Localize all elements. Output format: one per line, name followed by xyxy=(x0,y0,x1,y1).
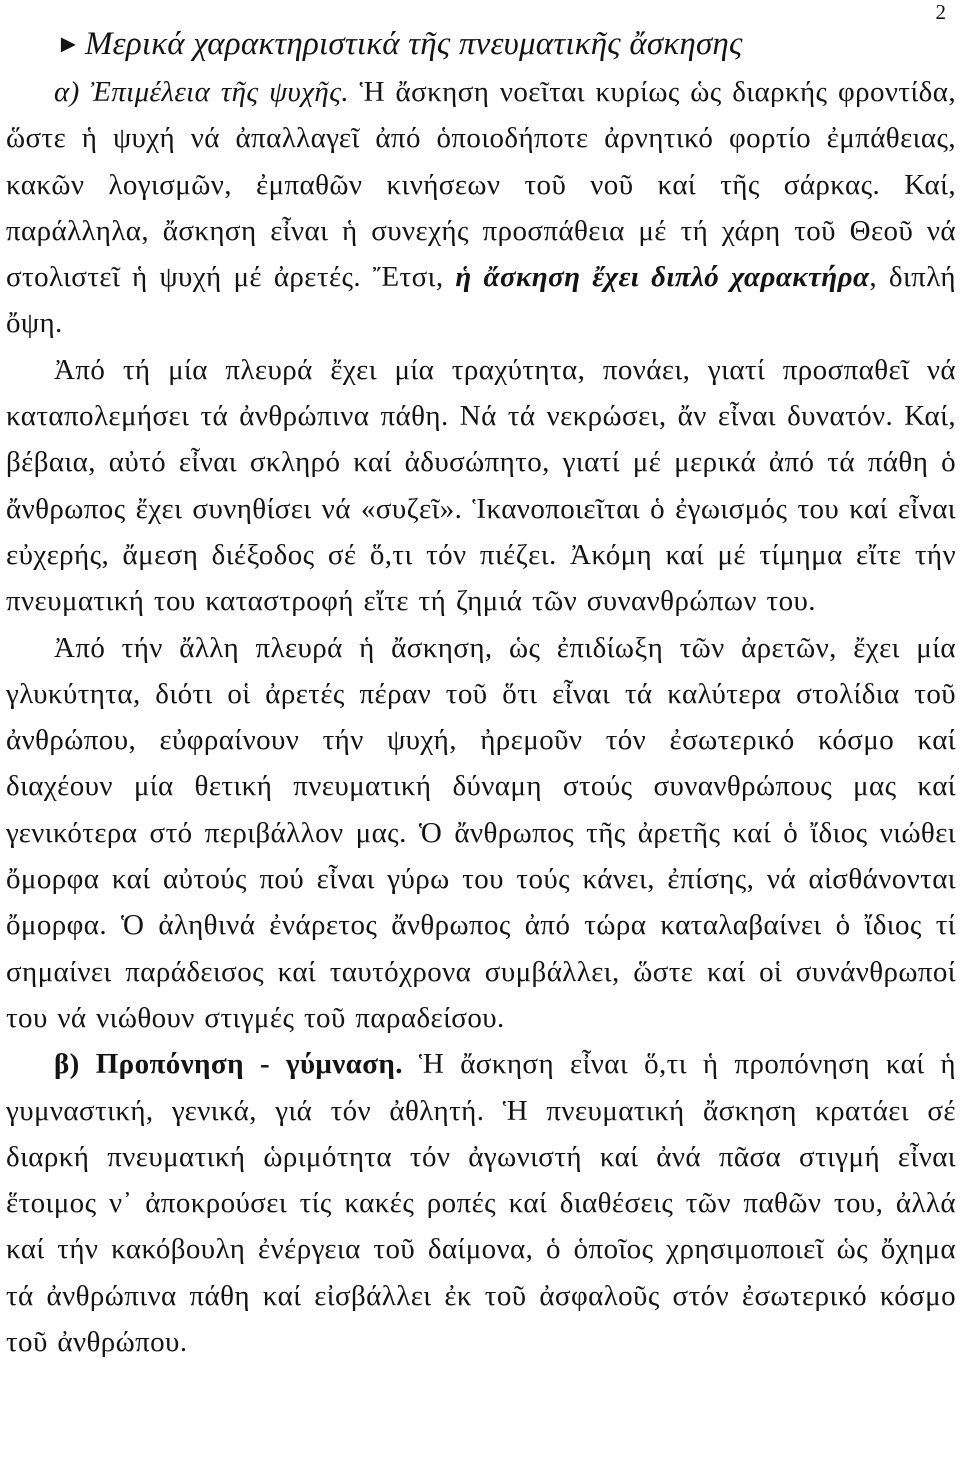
subheading-proponisi: β) Προπόνηση - γύμναση. xyxy=(54,1048,403,1081)
paragraph-text: Ἡ ἄσκηση εἶναι ὅ,τι ἡ προπόνηση καί ἡ γυμναστική, γενικά, γιά τόν ἀθλητή. Ἡ πνευματική ἄσκηση κρατάει σέ διαρκή πνευματική ὡριμότητα τόν ἀγωνιστή καί ἀνά πᾶσα στιγμή εἶναι ἕτοιμος ν᾽ ἀποκρούσει τίς κακές ροπές καί διαθέσεις τῶν παθῶν του, ἀλλά καί τήν κακόβουλη ἐνέργεια τοῦ δαίμονα, ὁ ὁποῖος χρησιμοποιεῖ ὡς ὄχημα τά ἀνθρώπινα πάθη καί εἰσβάλλει ἐκ τοῦ ἀσφαλοῦς στόν ἐσωτερικό κόσμο τοῦ ἀνθρώπου. xyxy=(6,1048,956,1359)
emphasis-text: ἡ ἄσκηση ἔχει διπλό χαρακτήρα xyxy=(455,261,870,294)
paragraph-trachytita: Ἀπό τή μία πλευρά ἔχει μία τραχύτητα, πονάει, γιατί προσπαθεῖ νά καταπολεμήσει τά ἀνθρώπινα πάθη. Νά τά νεκρώσει, ἄν εἶναι δυνατόν. Καί, βέβαια, αὐτό εἶναι σκληρό καί ἀδυσώπητο, γιατί μέ μερικά ἀπό τά πάθη ὁ ἄνθρωπος ἔχει συνηθίσει νά «συζεῖ». Ἱκανοποιεῖται ὁ ἐγωισμός του καί εἶναι εὐχερής, ἄμεση διέξοδος σέ ὅ,τι τόν πιέζει. Ἀκόμη καί μέ τίμημα εἴτε τήν πνευματική του καταστροφή εἴτε τή ζημιά τῶν συνανθρώπων του. xyxy=(6,353,956,618)
paragraph-text: Ἡ ἄσκηση νοεῖται κυρίως ὡς διαρκής φροντίδα, ὥστε ἡ ψυχή νά ἀπαλλαγεῖ ἀπό ὁποιοδήποτε ἀρνητικό φορτίο ἐμπάθειας, κακῶν λογισμῶν, ἐμπαθῶν κινήσεων τοῦ νοῦ καί τῆς σάρκας. Καί, παράλληλα, ἄσκηση εἶναι ἡ συνεχής προσπάθεια μέ τή χάρη τοῦ Θεοῦ νά στολιστεῖ ἡ ψυχή μέ ἀρετές. Ἔτσι, xyxy=(6,76,956,294)
paragraph-proponisi xyxy=(6,1041,956,1365)
page-number: 2 xyxy=(935,0,946,24)
subheading-epimeleia: α) Ἐπιμέλεια τῆς ψυχῆς. xyxy=(54,76,350,108)
section-heading xyxy=(6,20,956,69)
document-body xyxy=(6,20,956,1365)
paragraph-epimeleia xyxy=(6,69,956,347)
triangle-bullet-icon: ► xyxy=(56,31,81,58)
section-title: Μερικά χαρακτηριστικά τῆς πνευματικῆς ἄσκησης xyxy=(84,26,743,62)
paragraph-glykytita: Ἀπό τήν ἄλλη πλευρά ἡ ἄσκηση, ὡς ἐπιδίωξη τῶν ἀρετῶν, ἔχει μία γλυκύτητα, διότι οἱ ἀρετές πέραν τοῦ ὅτι εἶναι τά καλύτερα στολίδια τοῦ ἀνθρώπου, εὐφραίνουν τήν ψυχή, ἠρεμοῦν τόν ἐσωτερικό κόσμο καί διαχέουν μία θετική πνευματική δύναμη στούς συνανθρώπους μας καί γενικότερα στό περιβάλλον μας. Ὁ ἄνθρωπος τῆς ἀρετῆς καί ὁ ἴδιος νιώθει ὄμορφα καί αὐτούς πού εἶναι γύρω του τούς κάνει, ἐπίσης, νά αἰσθάνονται ὄμορφα. Ὁ ἀληθινά ἐνάρετος ἄνθρωπος ἀπό τώρα καταλαβαίνει ὁ ἴδιος τί σημαίνει παράδεισος καί ταυτόχρονα συμβάλλει, ὥστε καί οἱ συνάνθρωποί του νά νιώθουν στιγμές τοῦ παραδείσου. xyxy=(6,631,956,1034)
paragraph-tail: , διπλή ὄψη. xyxy=(6,261,956,340)
